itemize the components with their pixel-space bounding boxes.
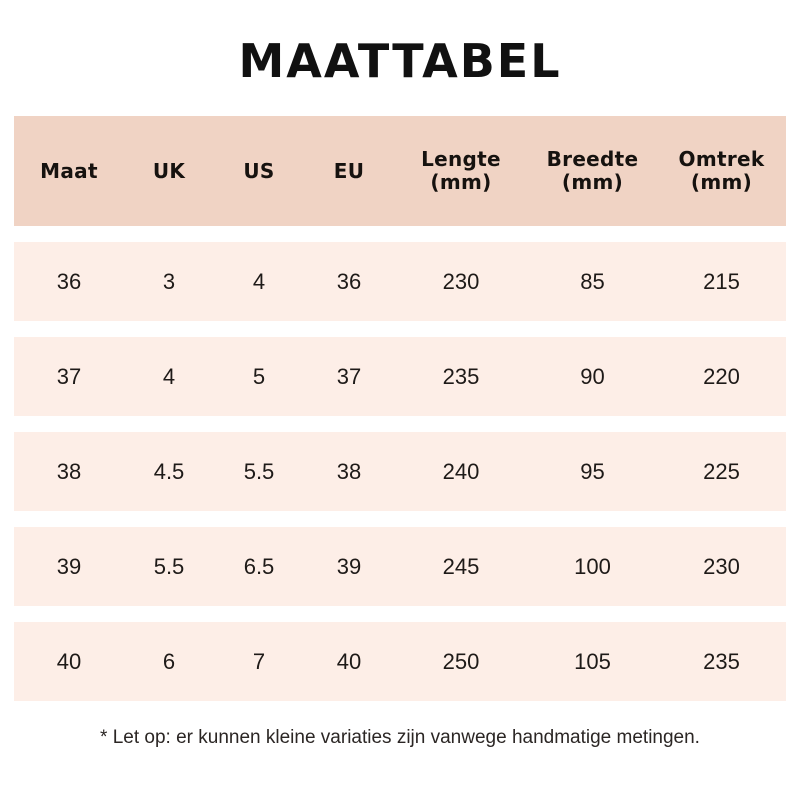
row-spacer [14, 606, 786, 622]
row-spacer-cell [14, 606, 786, 622]
size-table-container [14, 116, 786, 701]
cell-breedte: 95 [580, 458, 605, 484]
cell-us: 7 [252, 648, 266, 674]
cell-eu: 38 [336, 458, 362, 484]
table-header-row [14, 116, 786, 226]
cell-breedte: 85 [580, 268, 605, 294]
cell-uk: 5.5 [153, 553, 185, 579]
column-header-omtrek [657, 116, 786, 226]
row-spacer-cell [14, 416, 786, 432]
cell-lengte: 230 [442, 268, 480, 294]
cell-uk: 6 [162, 648, 176, 674]
table-body [14, 226, 786, 701]
column-header-label: Lengte [421, 147, 501, 171]
cell-uk: 4 [162, 363, 176, 389]
size-table [14, 116, 786, 701]
cell-maat: 39 [56, 553, 82, 579]
column-header-label: EU [333, 158, 365, 183]
table-row [14, 527, 786, 606]
column-header-unit: (mm) [561, 170, 624, 194]
cell-eu: 40 [336, 648, 362, 674]
row-spacer [14, 416, 786, 432]
cell-omtrek: 225 [703, 458, 740, 484]
cell-maat: 37 [56, 363, 82, 389]
cell-omtrek: 230 [703, 553, 740, 579]
cell-us: 5 [252, 363, 266, 389]
column-header-label: US [243, 158, 275, 183]
row-spacer-cell [14, 321, 786, 337]
column-header-us [214, 116, 304, 226]
cell-us: 5.5 [243, 458, 275, 484]
table-row [14, 432, 786, 511]
table-row [14, 622, 786, 701]
cell-maat: 36 [56, 268, 82, 294]
cell-lengte: 240 [442, 458, 480, 484]
table-row [14, 337, 786, 416]
cell-omtrek: 235 [703, 648, 740, 674]
cell-us: 4 [252, 268, 266, 294]
cell-eu: 39 [336, 553, 362, 579]
column-header-unit: (mm) [430, 170, 492, 194]
cell-lengte: 250 [442, 648, 480, 674]
column-header-breedte [528, 116, 657, 226]
cell-lengte: 235 [442, 363, 480, 389]
footnote: * Let op: er kunnen kleine variaties zijn vanwege handmatige metingen. [100, 727, 700, 748]
cell-us: 6.5 [243, 553, 275, 579]
cell-eu: 36 [336, 268, 362, 294]
column-header-unit: (mm) [690, 170, 753, 194]
cell-maat: 40 [56, 648, 82, 674]
cell-breedte: 90 [580, 363, 605, 389]
cell-lengte: 245 [442, 553, 480, 579]
cell-uk: 4.5 [153, 458, 185, 484]
column-header-eu [304, 116, 394, 226]
cell-breedte: 100 [574, 553, 611, 579]
cell-omtrek: 220 [703, 363, 740, 389]
cell-uk: 3 [162, 268, 176, 294]
column-header-label: Omtrek [678, 147, 765, 171]
cell-maat: 38 [56, 458, 82, 484]
column-header-label: UK [152, 158, 186, 183]
column-header-uk [124, 116, 214, 226]
cell-breedte: 105 [574, 648, 611, 674]
cell-eu: 37 [336, 363, 362, 389]
row-spacer [14, 226, 786, 242]
column-header-maat [14, 116, 124, 226]
row-spacer [14, 511, 786, 527]
table-row [14, 242, 786, 321]
row-spacer [14, 321, 786, 337]
row-spacer-cell [14, 511, 786, 527]
column-header-label: Maat [40, 158, 98, 183]
column-header-lengte [394, 116, 528, 226]
column-header-label: Breedte [546, 147, 639, 171]
table-header [14, 116, 786, 226]
cell-omtrek: 215 [703, 268, 740, 294]
row-spacer-cell [14, 226, 786, 242]
page-title: MAATTABEL [238, 34, 562, 88]
